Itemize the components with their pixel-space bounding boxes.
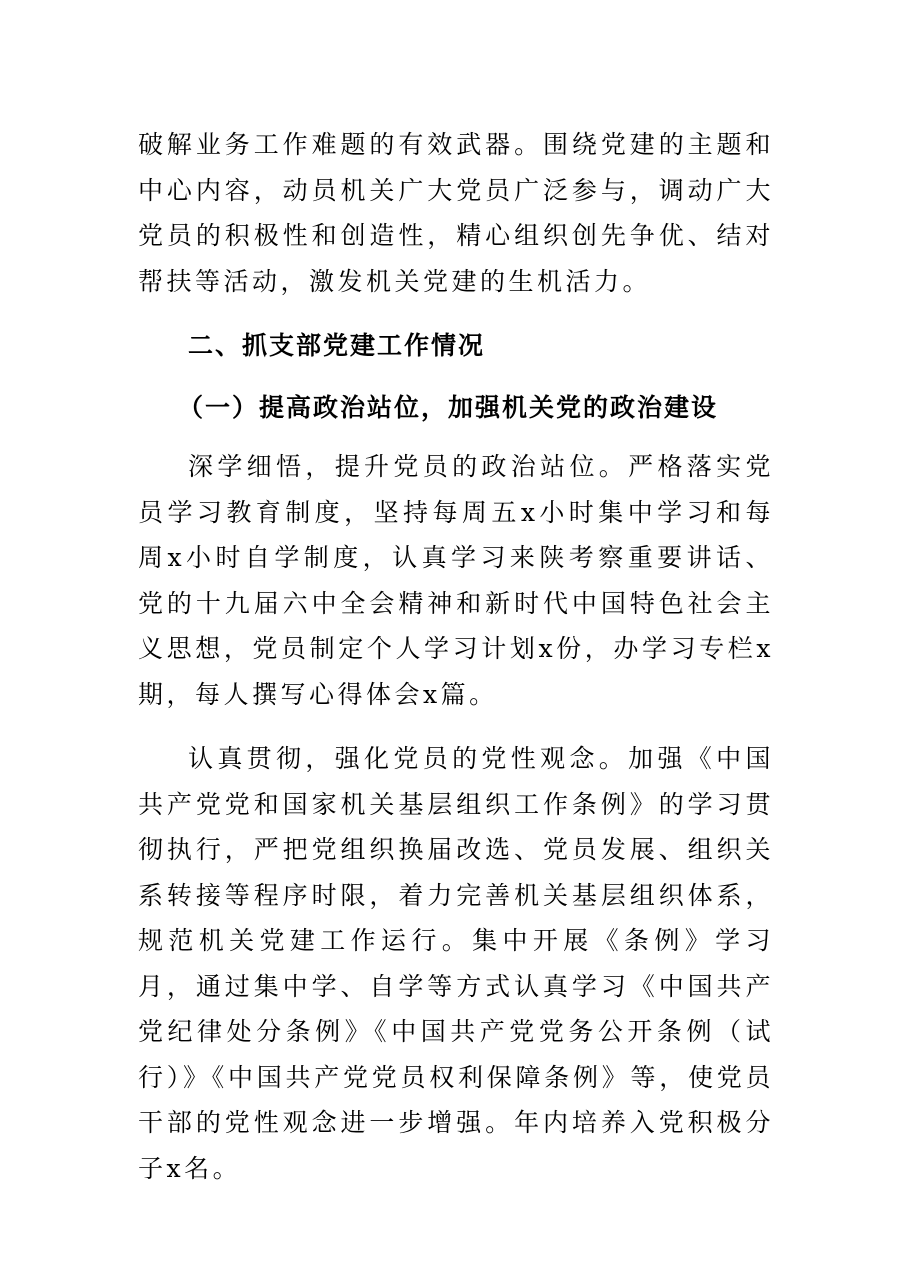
document-body <box>138 122 774 1191</box>
paragraph-political-study: 深学细悟，提升党员的政治站位。严格落实党员学习教育制度，坚持每周五x小时集中学习和每周x小时自学制度，认真学习来陕考察重要讲话、党的十九届六中全会精神和新时代中国特色社会主义思想，党员制定个人学习计划x份，办学习专栏x期，每人撰写心得体会x篇。 <box>138 452 774 709</box>
paragraph-continued: 破解业务工作难题的有效武器。围绕党建的主题和中心内容，动员机关广大党员广泛参与，调动广大党员的积极性和创造性，精心组织创先争优、结对帮扶等活动，激发机关党建的生机活力。 <box>138 130 774 296</box>
section-heading: 二、抓支部党建工作情况 <box>188 331 486 360</box>
paragraph-party-awareness: 认真贯彻，强化党员的党性观念。加强《中国共产党党和国家机关基层组织工作条例》的学习贯彻执行，严把党组织换届改选、党员发展、组织关系转接等程序时限，着力完善机关基层组织体系，规范机关党建工作运行。集中开展《条例》学习月，通过集中学、自学等方式认真学习《中国共产党纪律处分条例》《中国共产党党务公开条例（试行）》《中国共产党党员权利保障条例》等，使党员干部的党性观念进一步增强。年内培养入党积极分子x名。 <box>138 744 774 1183</box>
subsection-heading: （一）提高政治站位，加强机关党的政治建设 <box>178 392 719 422</box>
